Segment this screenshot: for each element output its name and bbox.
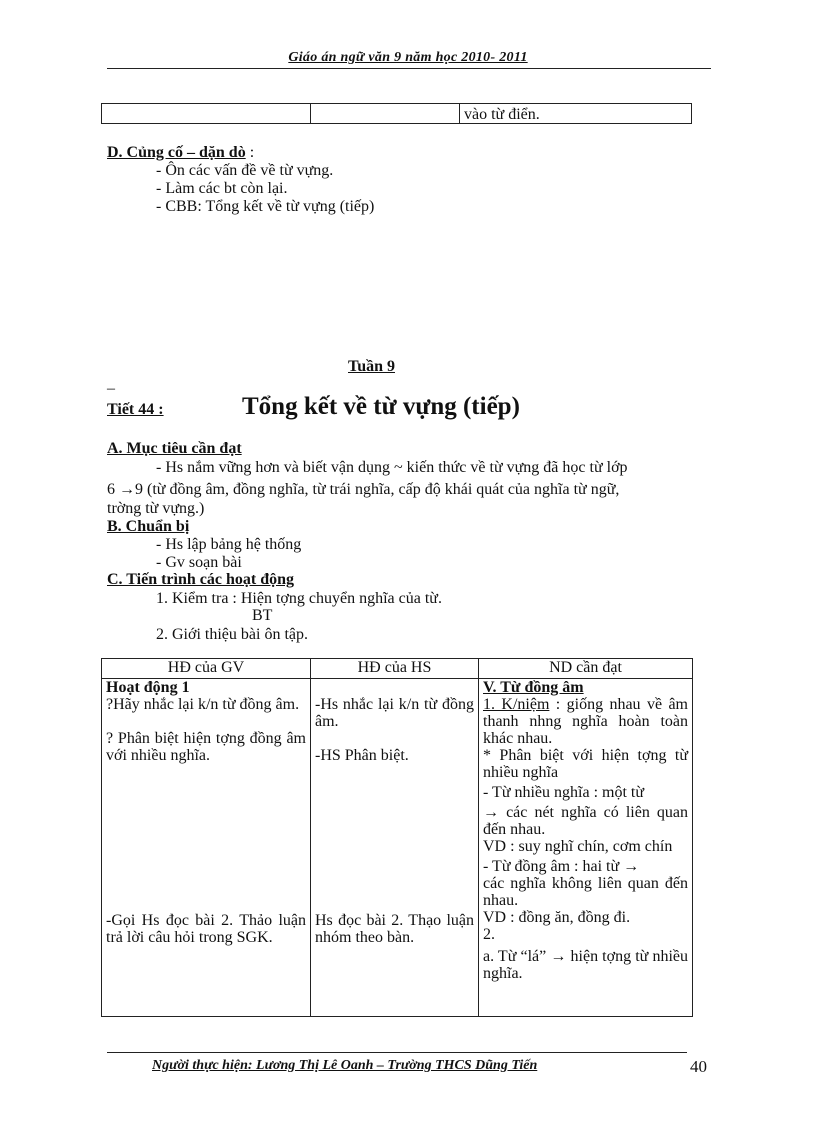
arrow-icon: → (550, 948, 567, 965)
nd-heading: V. Từ đồng âm (483, 679, 584, 696)
nd-example-1: VD : suy nghĩ chín, cơm chín (483, 838, 673, 855)
lesson-title: Tổng kết về từ vựng (tiếp) (242, 393, 520, 420)
top-table-cell-2 (311, 104, 460, 124)
hs-column (311, 679, 479, 1017)
top-table-fragment (101, 103, 692, 124)
nd-example-2: VD : đồng ăn, đồng đi. (483, 909, 631, 926)
nd-polysemy-cont (483, 804, 688, 838)
lesson-label: Tiết 44 : (107, 401, 164, 418)
hs-answer-1: -Hs nhắc lại k/n từ đồng âm. (315, 696, 474, 730)
arrow-icon: → (119, 481, 135, 498)
section-c-item1-sub: BT (252, 607, 273, 624)
activity-table (101, 658, 693, 1017)
header-title: Giáo án ngữ văn 9 năm học 2010- 2011 (288, 50, 528, 65)
section-c-item1: 1. Kiểm tra : Hiện tợng chuyển nghĩa của từ. (156, 590, 442, 607)
page-number: 40 (690, 1057, 707, 1076)
nd-polysemy: - Từ nhiều nghĩa : một từ (483, 784, 645, 801)
nd-leaf-text: a. Từ “lá” (483, 948, 547, 965)
consolidation-item: - Làm các bt còn lại. (156, 180, 288, 197)
section-c-item2: 2. Giới thiệu bài ôn tập. (156, 626, 308, 643)
arrow-icon: → (483, 804, 499, 821)
section-b-heading: B. Chuẩn bị (107, 518, 190, 535)
gv-column (102, 679, 311, 1017)
consolidation-item: - CBB: Tổng kết về từ vựng (tiếp) (156, 198, 375, 215)
table-header-row (102, 659, 693, 679)
section-c-heading: C. Tiến trình các hoạt động (107, 571, 294, 588)
table-header-gv: HĐ của GV (102, 659, 311, 679)
hs-answer-2: -HS Phân biệt. (315, 747, 409, 764)
footer-text: Người thực hiện: Lương Thị Lê Oanh – Trường THCS Dũng Tiến (152, 1058, 538, 1073)
footer-rule (107, 1052, 687, 1053)
consolidation-heading: D. Củng cố – dặn dò (107, 144, 246, 161)
top-table-cell-1 (102, 104, 311, 124)
nd-homonym-cont: các nghĩa không liên quan đến nhau. (483, 875, 688, 909)
nd-column (479, 679, 693, 1017)
dash-mark: – (107, 380, 115, 397)
section-a-line2-post: 9 (từ đồng âm, đồng nghĩa, từ trái nghĩa, cấp độ khái quát của nghĩa từ ngữ, (135, 481, 620, 498)
consolidation-colon: : (245, 144, 255, 161)
nd-definition-label: 1. K/niệm (483, 696, 550, 713)
table-header-nd: ND cần đạt (479, 659, 693, 679)
week-label: Tuần 9 (348, 358, 395, 375)
nd-polysemy-text: các nét nghĩa có liên quan đến nhau. (483, 804, 689, 838)
nd-homonym (483, 858, 688, 875)
section-b-item: - Gv soạn bài (156, 554, 242, 571)
table-header-hs: HĐ của HS (311, 659, 479, 679)
section-a-heading: A. Mục tiêu cần đạt (107, 440, 242, 457)
consolidation-item: - Ôn các vấn đề về từ vựng. (156, 162, 334, 179)
hs-answer-3: Hs đọc bài 2. Thạo luận nhóm theo bàn. (315, 912, 474, 946)
table-row (102, 679, 693, 1017)
section-a-line3: trờng từ vựng.) (107, 500, 205, 517)
gv-question-2: ? Phân biệt hiện tợng đồng âm với nhiều nghĩa. (106, 730, 306, 764)
section-a-line2-pre: 6 (107, 481, 115, 498)
header-rule (107, 68, 711, 69)
section-a-line2 (107, 481, 619, 498)
consolidation-heading-line (107, 144, 254, 161)
nd-leaf-cont: hiện tợng từ nhiều nghĩa. (483, 948, 689, 982)
section-a-line1: - Hs nắm vững hơn và biết vận dụng ~ kiến thức về từ vựng đã học từ lớp (156, 459, 628, 476)
nd-leaf (483, 948, 688, 982)
section-b-item: - Hs lập bảng hệ thống (156, 536, 302, 553)
gv-question-1: ?Hãy nhắc lại k/n từ đồng âm. (106, 696, 300, 713)
nd-distinguish: * Phân biệt với hiện tợng từ nhiều nghĩa (483, 747, 688, 781)
activity-heading: Hoạt động 1 (106, 679, 190, 696)
arrow-icon: → (623, 858, 640, 875)
nd-definition-text: : giống nhau về âm thanh nhng nghĩa hoàn toàn khác nhau. (483, 696, 688, 747)
nd-homonym-text: - Từ đồng âm : hai từ (483, 858, 620, 875)
nd-definition (483, 696, 688, 747)
gv-question-3: -Gọi Hs đọc bài 2. Thảo luận trả lời câu hỏi trong SGK. (106, 912, 306, 946)
top-table-cell-3: vào từ điển. (460, 104, 692, 124)
nd-item-2: 2. (483, 926, 495, 943)
